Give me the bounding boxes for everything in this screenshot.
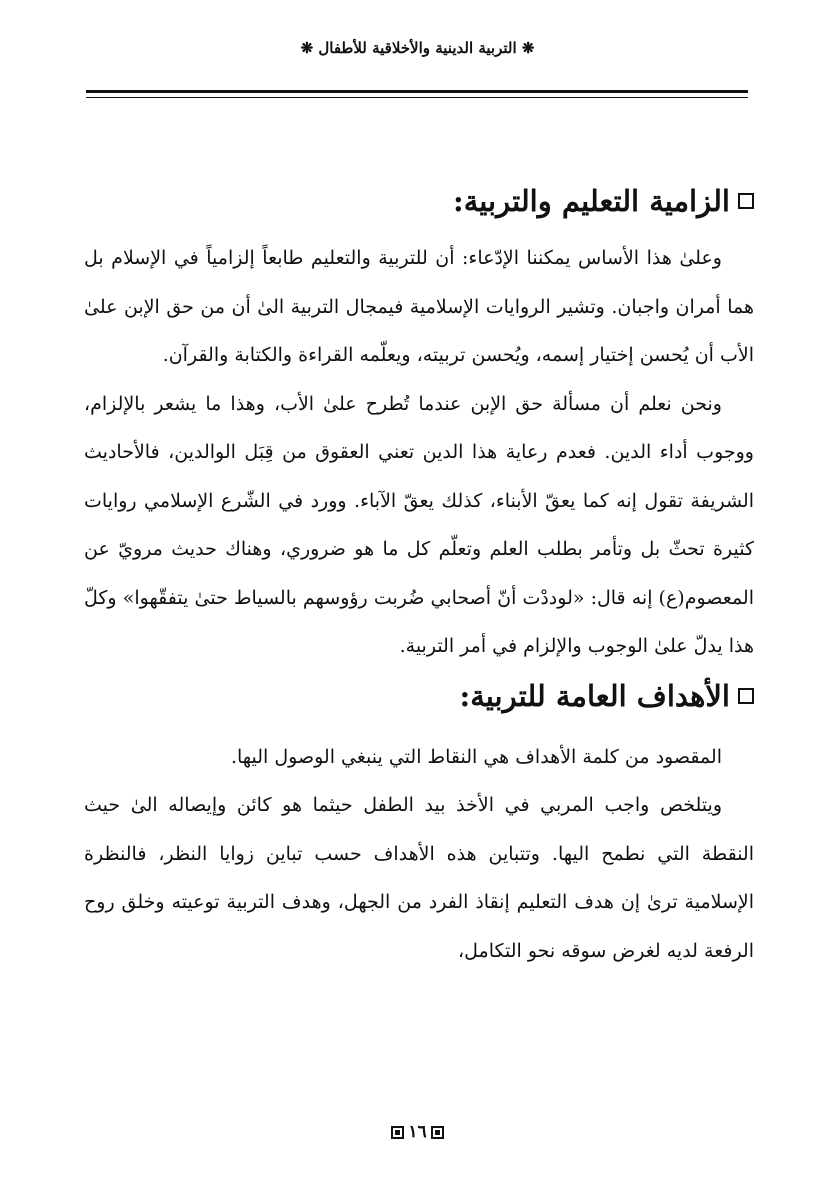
paragraph: المقصود من كلمة الأهداف هي النقاط التي ينبغي الوصول اليها. — [230, 745, 722, 768]
section-heading — [84, 176, 754, 226]
running-header: ❋ التربية الدينية والأخلاقية للأطفال ❋ — [300, 39, 535, 57]
header-rule-thin — [86, 97, 748, 98]
page-number-text: ١٦ — [408, 1122, 427, 1142]
page-body — [84, 176, 754, 975]
ornament-box-icon — [431, 1126, 444, 1139]
section-heading-text: الزامية التعليم والتربية: — [453, 184, 730, 218]
ornament-box-icon — [391, 1126, 404, 1139]
paragraph: وعلىٰ هذا الأساس يمكننا الإدّعاء: أن للتربية والتعليم طابعاً إلزامياً في الإسلام بل هما أمران واجبان. وتشير الروايات الإسلامية فيمجال التربية الىٰ أن من حق الإبن علىٰ الأب أن يُحسن إختيار إسمه، ويُحسن تربيته، ويعلّمه القراءة والكتابة والقرآن. — [84, 247, 754, 366]
paragraph: ونحن نعلم أن مسألة حق الإبن عندما تُطرح علىٰ الأب، وهذا ما يشعر بالإلزام، ووجوب أداء الدين. فعدم رعاية هذا الدين تعني العقوق من قِبَل الوالدين، فالأحاديث الشريفة تقول إنه كما يعقّ الأبناء، كذلك يعقّ الآباء. وورد في الشّرع الإسلامي روايات كثيرة تحثّ بل وتأمر بطلب العلم وتعلّم كل ما هو ضروري، وهناك حديث مرويّ عن المعصوم(ع) إنه قال: «لوددْت أنّ أصحابي ضُربت رؤوسهم بالسياط حتىٰ يتفقّهوا» وكلّ هذا يدلّ علىٰ الوجوب والإلزام في أمر التربية. — [84, 392, 754, 657]
header-rule-thick — [86, 90, 748, 93]
section-heading-text: الأهداف العامة للتربية: — [459, 678, 730, 713]
page-number — [0, 1121, 835, 1143]
paragraph: ويتلخص واجب المربي في الأخذ بيد الطفل حيثما هو كائن وإيصاله الىٰ حيث النقطة التي نطمح اليها. وتتباين هذه الأهداف حسب تباين زوايا النظر، فالنظرة الإسلامية ترىٰ إن هدف التعليم إنقاذ الفرد من الجهل، وهدف التربية توعيته وخلق روح الرفعة لديه لغرض سوقه نحو التكامل، — [84, 794, 754, 962]
section-heading — [84, 671, 754, 721]
square-bullet-icon — [738, 193, 754, 209]
square-bullet-icon — [738, 688, 754, 704]
